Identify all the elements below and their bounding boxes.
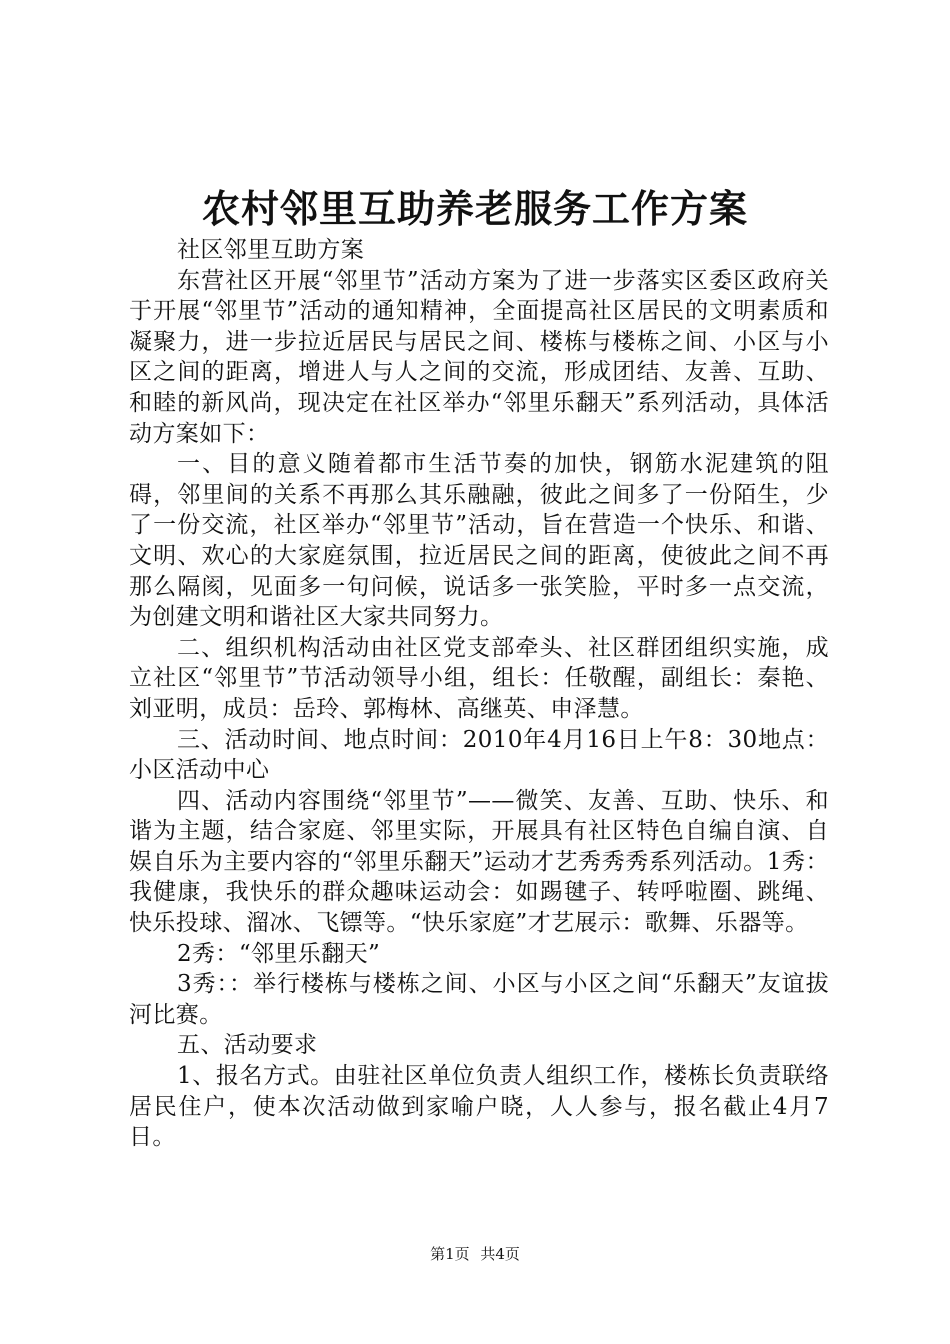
paragraph-intro: 东营社区开展“邻里节”活动方案为了进一步落实区委区政府关于开展“邻里节”活动的通知精神，全面提高社区居民的文明素质和凝聚力，进一步拉近居民与居民之间、楼栋与楼栋之间、小区与小区之间的距离，增进人与人之间的交流，形成团结、友善、互助、和睦的新风尚，现决定在社区举办“邻里乐翻天”系列活动，具体活动方案如下： bbox=[129, 267, 829, 447]
page-number-current: 第1页 bbox=[430, 1245, 470, 1263]
paragraph-registration: 1、报名方式。由驻社区单位负责人组织工作，楼栋长负责联络居民住户，使本次活动做到家喻户晓，人人参与，报名截止4月7日。 bbox=[129, 1063, 829, 1151]
paragraph-content: 四、活动内容围绕“邻里节”——微笑、友善、互助、快乐、和谐为主题，结合家庭、邻里实际，开展具有社区特色自编自演、自娱自乐为主要内容的“邻里乐翻天”运动才艺秀秀秀系列活动。1秀：我健康，我快乐的群众趣味运动会：如踢毽子、转呼啦圈、跳绳、快乐投球、溜冰、飞镖等。“快乐家庭”才艺展示：歌舞、乐器等。 bbox=[129, 787, 829, 937]
paragraph-show-2: 2秀：“邻里乐翻天” bbox=[177, 940, 381, 967]
document-title: 农村邻里互助养老服务工作方案 bbox=[201, 186, 748, 231]
page-number-total: 共4页 bbox=[480, 1245, 520, 1263]
paragraph-requirements-heading: 五、活动要求 bbox=[177, 1032, 318, 1059]
paragraph-subtitle: 社区邻里互助方案 bbox=[177, 237, 365, 263]
paragraph-show-3: 3秀：：举行楼栋与楼栋之间、小区与小区之间“乐翻天”友谊拔河比赛。 bbox=[129, 971, 829, 1028]
paragraph-purpose: 一、目的意义随着都市生活节奏的加快，钢筋水泥建筑的阻碍，邻里间的关系不再那么其乐融融，彼此之间多了一份陌生，少了一份交流，社区举办“邻里节”活动，旨在营造一个快乐、和谐、文明、欢心的大家庭氛围，拉近居民之间的距离，使彼此之间不再那么隔阂，见面多一句问候，说话多一张笑脸，平时多一点交流，为创建文明和谐社区大家共同努力。 bbox=[129, 451, 829, 631]
document-body bbox=[129, 235, 829, 1153]
paragraph-organization: 二、组织机构活动由社区党支部牵头、社区群团组织实施，成立社区“邻里节”节活动领导小组，组长：任敬醒，副组长：秦艳、刘亚明，成员：岳玲、郭梅林、高继英、申泽慧。 bbox=[129, 634, 829, 722]
page-footer bbox=[0, 1244, 950, 1264]
paragraph-time-place: 三、活动时间、地点时间：2010年4月16日上午8：30地点：小区活动中心 bbox=[129, 726, 829, 784]
